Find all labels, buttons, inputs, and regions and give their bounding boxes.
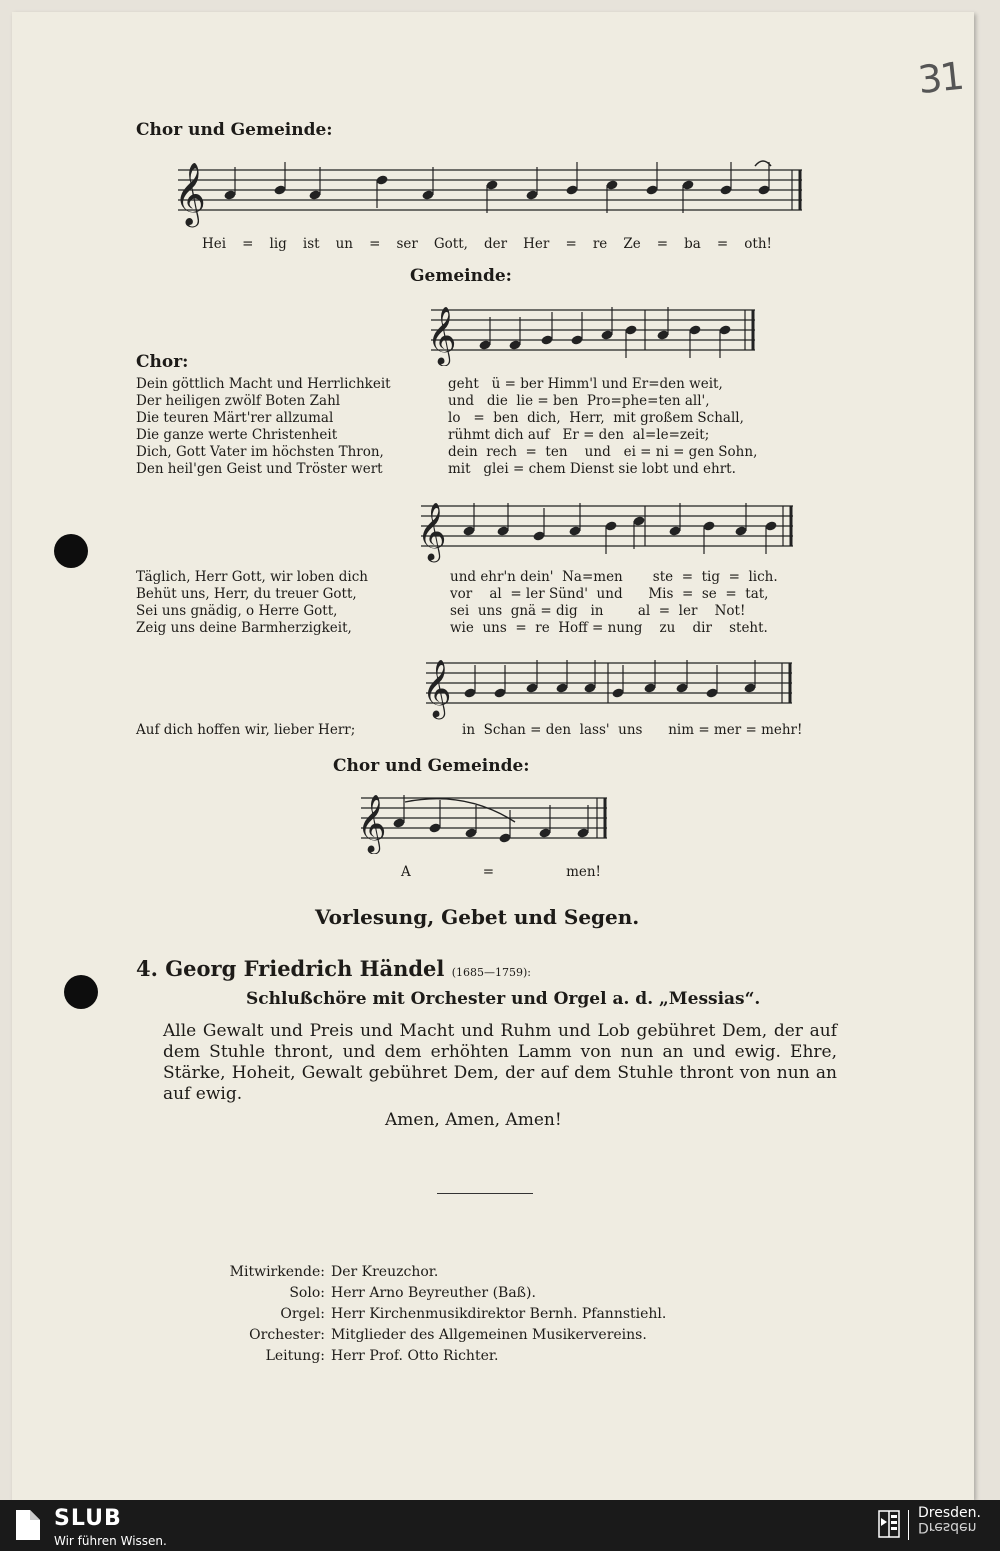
lyric-syllable: un	[335, 236, 353, 252]
dresden-coat-of-arms-icon	[878, 1510, 900, 1540]
lyric-syllable: ser	[396, 236, 418, 252]
amen-line: Amen, Amen, Amen!	[385, 1110, 562, 1130]
heading-chor: Chor:	[136, 352, 189, 372]
page-number: 31	[915, 53, 965, 103]
svg-text:𝄞: 𝄞	[422, 659, 452, 717]
lyric-syllable: Gott,	[433, 236, 468, 252]
slub-logo-icon	[12, 1508, 44, 1542]
credit-row	[150, 1346, 695, 1367]
verse-3-right: in Schan = den lass' uns nim = mer = mehr!	[462, 722, 803, 738]
lyric-syllable: Her	[523, 236, 550, 252]
footer-city-top: Dresden.	[918, 1505, 981, 1521]
credit-value: Herr Kirchenmusikdirektor Bernh. Pfannstiehl.	[331, 1306, 667, 1322]
lyric-syllable: re	[592, 236, 608, 252]
credit-row	[150, 1262, 695, 1283]
composer-name: Georg Friedrich Händel	[165, 956, 445, 981]
vorlesung-heading: Vorlesung, Gebet und Segen.	[315, 905, 640, 929]
item-4-subtitle: Schlußchöre mit Orchester und Orgel a. d. „Messias“.	[246, 989, 761, 1009]
music-staff-2	[425, 294, 765, 366]
credit-row	[150, 1325, 695, 1346]
heading-chor-gemeinde: Chor und Gemeinde:	[136, 120, 333, 140]
punch-hole-bottom	[64, 975, 98, 1009]
music-staff-5	[355, 782, 615, 854]
lyric-syllable: A	[401, 864, 411, 880]
credit-row	[150, 1283, 695, 1304]
lyric-syllable: ist	[302, 236, 320, 252]
footer-city-bottom: Dresden	[918, 1519, 977, 1535]
svg-text:𝄞: 𝄞	[174, 162, 206, 225]
svg-text:𝄞: 𝄞	[357, 794, 387, 852]
credits-block	[150, 1262, 695, 1367]
lyric-syllable: Ze	[623, 236, 641, 252]
credit-label: Orchester:	[249, 1327, 325, 1343]
footer-logo: SLUB	[54, 1506, 122, 1531]
lyric-syllable: =	[369, 236, 381, 252]
music-staff-4	[420, 645, 800, 721]
composer-dates: (1685—1759):	[451, 966, 531, 979]
credit-label: Mitwirkende:	[229, 1264, 325, 1280]
lyric-syllable: ba	[684, 236, 701, 252]
item-4-composer-line	[136, 956, 531, 981]
chor-verses-right: geht ü = ber Himm'l und Er=den weit, und die lie = ben Pro=phe=ten all', lo = ben dich, Herr, mit großem Schall, rühmt dich auf Er = den al=le=zeit; dein rech = ten und ei = ni = gen Sohn, mit glei = chem Dienst sie lobt und ehrt.	[448, 376, 758, 477]
credit-label: Orgel:	[280, 1306, 325, 1322]
verses-2-left: Täglich, Herr Gott, wir loben dich Behüt uns, Herr, du treuer Gott, Sei uns gnädig, o Herre Gott, Zeig uns deine Barmherzigkeit,	[136, 569, 368, 636]
lyric-syllable: lig	[269, 236, 287, 252]
lyric-syllable: oth!	[744, 236, 772, 252]
heading-gemeinde: Gemeinde:	[410, 266, 512, 286]
footer-city	[918, 1506, 981, 1534]
lyric-syllable: =	[565, 236, 577, 252]
credit-label: Solo:	[289, 1285, 325, 1301]
credit-value: Mitglieder des Allgemeinen Musikervereins.	[331, 1327, 647, 1343]
lyric-syllable: men!	[566, 864, 601, 880]
lyric-syllable: =	[242, 236, 254, 252]
divider-line	[437, 1193, 533, 1194]
verse-3-left: Auf dich hoffen wir, lieber Herr;	[136, 722, 356, 738]
heading-chor-gemeinde-2: Chor und Gemeinde:	[333, 756, 530, 776]
item-number: 4.	[136, 956, 158, 981]
credit-value: Der Kreuzchor.	[331, 1264, 439, 1280]
lyric-syllable: der	[484, 236, 508, 252]
verses-2-right: und ehr'n dein' Na=men ste = tig = lich. vor al = ler Sünd' und Mis = se = tat, sei uns gnä = dig in al = ler Not! wie uns = re Hoff = nung zu dir steht.	[450, 569, 778, 636]
music-staff-1	[170, 150, 810, 230]
amen-lyric	[401, 864, 601, 880]
footer-bar	[0, 1500, 1000, 1551]
credit-row	[150, 1304, 695, 1325]
lyric-syllable: =	[656, 236, 669, 252]
music-staff-3	[415, 490, 800, 564]
chor-verses-left: Dein göttlich Macht und Herrlichkeit Der heiligen zwölf Boten Zahl Die teuren Märt'rer allzumal Die ganze werte Christenheit Dich, Gott Vater im höchsten Thron, Den heil'gen Geist und Tröster wert	[136, 376, 391, 477]
credit-value: Herr Prof. Otto Richter.	[331, 1348, 499, 1364]
lyric-syllable: =	[716, 236, 729, 252]
lyric-syllable: =	[482, 864, 495, 880]
punch-hole-top	[54, 534, 88, 568]
credit-label: Leitung:	[265, 1348, 325, 1364]
lyric-syllable: Hei	[202, 236, 227, 252]
credit-value: Herr Arno Beyreuther (Baß).	[331, 1285, 536, 1301]
svg-text:𝄞: 𝄞	[427, 306, 457, 364]
footer-tagline: Wir führen Wissen.	[54, 1534, 167, 1548]
lyric-line-1	[202, 236, 772, 252]
messiah-text: Alle Gewalt und Preis und Macht und Ruhm und Lob gebühret Dem, der auf dem Stuhle thront, und dem erhöhten Lamm von nun an und ewig. Ehre, Stärke, Hoheit, Gewalt gebühret Dem, der auf dem Stuhle thront von nun an auf ewig.	[163, 1021, 837, 1104]
footer-separator	[908, 1510, 909, 1540]
svg-text:𝄞: 𝄞	[417, 502, 447, 560]
